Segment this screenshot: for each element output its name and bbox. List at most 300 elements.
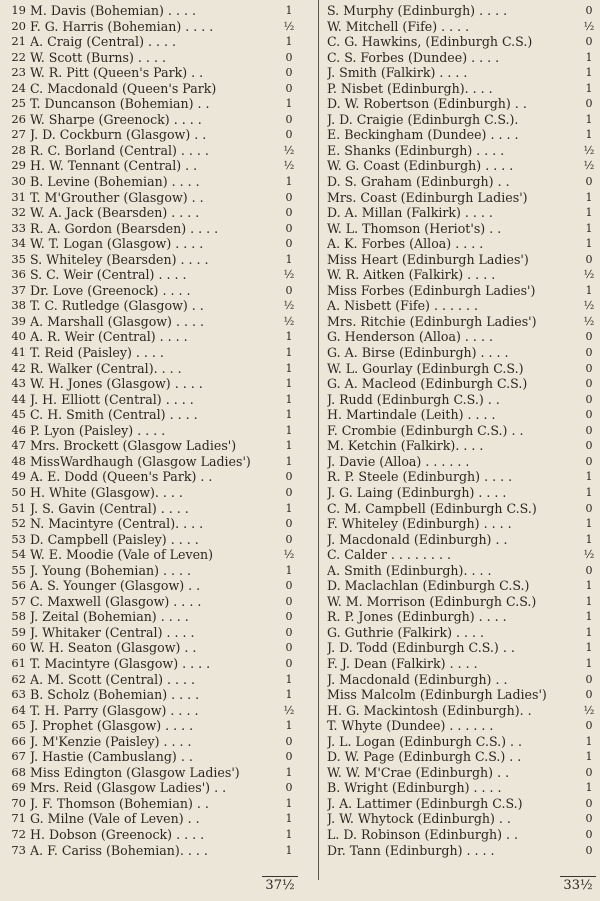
- west-score: ½: [283, 299, 295, 313]
- west-player: F. G. Harris (Bohemian) . . . .: [30, 18, 214, 34]
- east-score: 0: [585, 392, 593, 406]
- west-score: 1: [285, 812, 293, 826]
- west-player: W. E. Moodie (Vale of Leven): [30, 547, 214, 563]
- east-score: 0: [585, 377, 593, 391]
- table-row: [0, 143, 600, 159]
- west-player: J. Young (Bohemian) . . . .: [30, 562, 192, 578]
- east-score: 0: [585, 501, 593, 515]
- west-player: A. E. Dodd (Queen's Park) . .: [30, 469, 213, 485]
- west-player: C. Maxwell (Glasgow) . . . .: [30, 593, 202, 609]
- table-row: [0, 96, 600, 112]
- east-player: H. Martindale (Leith) . . . .: [327, 407, 496, 423]
- west-player: R. C. Borland (Central) . . . .: [30, 142, 209, 158]
- table-row: [0, 469, 600, 485]
- west-player: J. Prophet (Glasgow) . . . .: [30, 718, 194, 734]
- west-score: 1: [285, 563, 293, 577]
- board-number: 36: [11, 267, 26, 282]
- west-score: 1: [285, 843, 293, 857]
- board-number: 42: [11, 360, 26, 375]
- table-row: [0, 438, 600, 454]
- board-number: 54: [11, 547, 26, 562]
- board-number: 21: [11, 34, 26, 49]
- east-player: A. K. Forbes (Alloa) . . . .: [327, 236, 484, 252]
- east-score: 0: [585, 35, 593, 49]
- east-player: M. Ketchin (Falkirk). . . .: [327, 438, 484, 454]
- board-number: 55: [11, 562, 26, 577]
- board-number: 58: [11, 609, 26, 624]
- east-score: 1: [585, 610, 593, 624]
- west-player: G. Milne (Vale of Leven) . .: [30, 811, 200, 827]
- west-score: 0: [285, 485, 293, 499]
- east-player: C. G. Hawkins, (Edinburgh C.S.): [327, 34, 533, 50]
- east-player: G. A. Macleod (Edinburgh C.S.): [327, 376, 528, 392]
- table-row: [0, 329, 600, 345]
- board-number: 51: [11, 500, 26, 515]
- east-score: 1: [585, 734, 593, 748]
- east-score: 1: [585, 112, 593, 126]
- east-player: J. Macdonald (Edinburgh) . .: [327, 671, 508, 687]
- west-score: 1: [285, 408, 293, 422]
- board-number: 70: [11, 795, 26, 810]
- west-player: Dr. Love (Greenock) . . . .: [30, 282, 191, 298]
- east-player: F. Crombie (Edinburgh C.S.) . .: [327, 422, 524, 438]
- board-number: 27: [11, 127, 26, 142]
- east-score: 1: [585, 66, 593, 80]
- east-score: ½: [583, 299, 595, 313]
- east-score: 0: [585, 252, 593, 266]
- west-player: H. Dobson (Greenock) . . . .: [30, 826, 205, 842]
- board-number: 47: [11, 438, 26, 453]
- east-player: Mrs. Ritchie (Edinburgh Ladies'): [327, 313, 537, 329]
- west-player: J. Hastie (Cambuslang) . .: [30, 749, 193, 765]
- table-row: [0, 454, 600, 470]
- west-score: 1: [285, 501, 293, 515]
- west-player: D. Campbell (Paisley) . . . .: [30, 531, 199, 547]
- east-score: ½: [583, 159, 595, 173]
- table-row: [0, 796, 600, 812]
- table-row: [0, 283, 600, 299]
- board-number: 45: [11, 407, 26, 422]
- east-score: 0: [585, 175, 593, 189]
- east-player: J. Davie (Alloa) . . . . . .: [327, 453, 470, 469]
- west-score: 0: [285, 656, 293, 670]
- west-score: 1: [285, 454, 293, 468]
- east-player: W. Mitchell (Fife) . . . .: [327, 18, 470, 34]
- table-row: [0, 423, 600, 439]
- east-player: G. Henderson (Alloa) . . . .: [327, 329, 493, 345]
- west-score: 1: [285, 97, 293, 111]
- west-score: 0: [285, 237, 293, 251]
- totals-row: [0, 872, 600, 898]
- table-row: [0, 501, 600, 517]
- table-row: [0, 267, 600, 283]
- west-score: 1: [285, 392, 293, 406]
- east-score: 1: [585, 221, 593, 235]
- east-score: 0: [585, 563, 593, 577]
- west-player: W. A. Jack (Bearsden) . . . .: [30, 205, 200, 221]
- east-player: J. W. Whytock (Edinburgh) . .: [327, 811, 511, 827]
- table-row: [0, 718, 600, 734]
- west-score: ½: [283, 314, 295, 328]
- table-row: [0, 314, 600, 330]
- east-score: 1: [585, 283, 593, 297]
- board-number: 19: [11, 3, 26, 17]
- east-player: Mrs. Coast (Edinburgh Ladies'): [327, 189, 528, 205]
- west-score: ½: [283, 268, 295, 282]
- board-number: 57: [11, 593, 26, 608]
- west-score: 0: [285, 221, 293, 235]
- west-player: Mrs. Brockett (Glasgow Ladies'): [30, 438, 237, 454]
- east-player: J. D. Todd (Edinburgh C.S.) . .: [327, 640, 515, 656]
- table-row: [0, 376, 600, 392]
- table-row: [0, 625, 600, 641]
- board-number: 37: [11, 282, 26, 297]
- table-row: [0, 609, 600, 625]
- west-player: W. H. Seaton (Glasgow) . .: [30, 640, 197, 656]
- east-player: Miss Heart (Edinburgh Ladies'): [327, 251, 529, 267]
- east-player: C. M. Campbell (Edinburgh C.S.): [327, 500, 537, 516]
- west-score: 1: [285, 377, 293, 391]
- west-score: 1: [285, 719, 293, 733]
- east-player: B. Wright (Edinburgh) . . . .: [327, 780, 502, 796]
- west-score: 1: [285, 672, 293, 686]
- west-player: W. H. Jones (Glasgow) . . . .: [30, 376, 203, 392]
- board-number: 39: [11, 313, 26, 328]
- west-score: 0: [285, 470, 293, 484]
- east-score: 1: [585, 237, 593, 251]
- east-score: 0: [585, 827, 593, 841]
- table-row: [0, 3, 600, 19]
- west-score: ½: [283, 159, 295, 173]
- east-player: F. Whiteley (Edinburgh) . . . .: [327, 516, 512, 532]
- board-number: 73: [11, 842, 26, 857]
- table-row: [0, 765, 600, 781]
- west-player: A. S. Younger (Glasgow) . .: [30, 578, 201, 594]
- table-row: [0, 174, 600, 190]
- table-row: [0, 547, 600, 563]
- east-score: 0: [585, 423, 593, 437]
- west-score: 0: [285, 579, 293, 593]
- west-score: 0: [285, 532, 293, 546]
- table-row: [0, 34, 600, 50]
- table-row: [0, 221, 600, 237]
- table-row: [0, 843, 600, 859]
- east-score: 0: [585, 672, 593, 686]
- board-number: 32: [11, 205, 26, 220]
- board-number: 53: [11, 531, 26, 546]
- table-row: [0, 158, 600, 174]
- west-player: A. Marshall (Glasgow) . . . .: [30, 313, 205, 329]
- table-row: [0, 392, 600, 408]
- east-player: J. G. Laing (Edinburgh) . . . .: [327, 484, 507, 500]
- east-score: 1: [585, 781, 593, 795]
- west-score: 0: [285, 734, 293, 748]
- board-number: 31: [11, 189, 26, 204]
- west-score: 1: [285, 765, 293, 779]
- west-player: H. White (Glasgow). . . .: [30, 484, 183, 500]
- west-score: 1: [285, 688, 293, 702]
- west-player: J. Whitaker (Central) . . . .: [30, 624, 195, 640]
- table-row: [0, 749, 600, 765]
- west-score: 1: [285, 439, 293, 453]
- east-score: 1: [585, 81, 593, 95]
- west-player: B. Levine (Bohemian) . . . .: [30, 174, 200, 190]
- west-player: T. M'Grouther (Glasgow) . .: [30, 189, 204, 205]
- board-number: 41: [11, 345, 26, 360]
- west-player: Mrs. Reid (Glasgow Ladies') . .: [30, 780, 227, 796]
- east-score: ½: [583, 268, 595, 282]
- west-player: Miss Edington (Glasgow Ladies'): [30, 764, 240, 780]
- west-player: S. C. Weir (Central) . . . .: [30, 267, 187, 283]
- board-number: 69: [11, 780, 26, 795]
- board-number: 25: [11, 96, 26, 111]
- east-score: 1: [585, 625, 593, 639]
- west-player: MissWardhaugh (Glasgow Ladies'): [30, 453, 251, 469]
- west-player: T. H. Parry (Glasgow) . . . .: [30, 702, 199, 718]
- east-player: G. Guthrie (Falkirk) . . . .: [327, 624, 485, 640]
- east-player: Miss Malcolm (Edinburgh Ladies'): [327, 687, 547, 703]
- west-score: 1: [285, 423, 293, 437]
- table-row: [0, 594, 600, 610]
- east-score: 0: [585, 719, 593, 733]
- board-number: 60: [11, 640, 26, 655]
- board-number: 63: [11, 687, 26, 702]
- east-player: D. W. Page (Edinburgh C.S.) . .: [327, 749, 522, 765]
- east-player: F. J. Dean (Falkirk) . . . .: [327, 655, 478, 671]
- west-player: W. R. Pitt (Queen's Park) . .: [30, 65, 204, 81]
- board-number: 56: [11, 578, 26, 593]
- east-score: 0: [585, 330, 593, 344]
- west-player: T. Duncanson (Bohemian) . .: [30, 96, 210, 112]
- west-player: B. Scholz (Bohemian) . . . .: [30, 687, 200, 703]
- table-row: [0, 656, 600, 672]
- west-score: 1: [285, 827, 293, 841]
- west-player: C. H. Smith (Central) . . . .: [30, 407, 198, 423]
- board-number: 38: [11, 298, 26, 313]
- west-score: 0: [285, 750, 293, 764]
- table-row: [0, 112, 600, 128]
- west-player: R. Walker (Central). . . .: [30, 360, 182, 376]
- east-score: ½: [583, 143, 595, 157]
- table-row: [0, 81, 600, 97]
- board-number: 50: [11, 484, 26, 499]
- east-score: 0: [585, 765, 593, 779]
- west-score: 1: [285, 252, 293, 266]
- west-score: 1: [285, 35, 293, 49]
- west-player: T. Macintyre (Glasgow) . . . .: [30, 655, 211, 671]
- west-player: A. Craig (Central) . . . .: [30, 34, 177, 50]
- east-score: 1: [585, 485, 593, 499]
- east-player: R. P. Steele (Edinburgh) . . . .: [327, 469, 513, 485]
- west-player: J. S. Gavin (Central) . . . .: [30, 500, 189, 516]
- west-score: 0: [285, 81, 293, 95]
- east-player: G. A. Birse (Edinburgh) . . . .: [327, 345, 509, 361]
- east-player: P. Nisbet (Edinburgh). . . .: [327, 80, 493, 96]
- east-total-rule: [560, 876, 596, 877]
- board-number: 72: [11, 826, 26, 841]
- west-score: ½: [283, 143, 295, 157]
- board-number: 48: [11, 453, 26, 468]
- east-player: J. A. Lattimer (Edinburgh C.S.): [327, 795, 523, 811]
- east-score: 1: [585, 579, 593, 593]
- east-player: Miss Forbes (Edinburgh Ladies'): [327, 282, 536, 298]
- board-number: 30: [11, 174, 26, 189]
- west-score: 0: [285, 625, 293, 639]
- table-row: [0, 190, 600, 206]
- west-score: 0: [285, 128, 293, 142]
- table-row: [0, 236, 600, 252]
- west-player: J. M'Kenzie (Paisley) . . . .: [30, 733, 192, 749]
- west-score: ½: [283, 548, 295, 562]
- west-score: 0: [285, 283, 293, 297]
- west-player: A. F. Cariss (Bohemian). . . .: [30, 842, 208, 858]
- east-player: D. S. Graham (Edinburgh) . .: [327, 174, 510, 190]
- west-score: 0: [285, 594, 293, 608]
- board-number: 34: [11, 236, 26, 251]
- west-player: J. H. Elliott (Central) . . . .: [30, 391, 194, 407]
- west-score: 0: [285, 781, 293, 795]
- west-score: 0: [285, 66, 293, 80]
- east-player: J. D. Craigie (Edinburgh C.S.).: [327, 111, 519, 127]
- east-score: 0: [585, 843, 593, 857]
- east-player: W. G. Coast (Edinburgh) . . . .: [327, 158, 514, 174]
- west-player: A. M. Scott (Central) . . . .: [30, 671, 196, 687]
- west-total: 37½: [265, 878, 295, 893]
- east-total: 33½: [563, 878, 593, 893]
- west-score: 1: [285, 4, 293, 17]
- east-score: 0: [585, 439, 593, 453]
- table-row: [0, 19, 600, 35]
- west-score: 0: [285, 112, 293, 126]
- east-score: 0: [585, 796, 593, 810]
- west-score: 1: [285, 175, 293, 189]
- table-row: [0, 827, 600, 843]
- table-row: [0, 734, 600, 750]
- board-number: 20: [11, 18, 26, 33]
- east-score: 0: [585, 408, 593, 422]
- board-number: 46: [11, 422, 26, 437]
- table-row: [0, 407, 600, 423]
- east-player: J. Rudd (Edinburgh C.S.) . .: [327, 391, 500, 407]
- east-score: 1: [585, 470, 593, 484]
- board-number: 23: [11, 65, 26, 80]
- east-score: ½: [583, 703, 595, 717]
- east-score: 0: [585, 346, 593, 360]
- west-score: 1: [285, 361, 293, 375]
- west-player: P. Lyon (Paisley) . . . .: [30, 422, 166, 438]
- board-number: 68: [11, 764, 26, 779]
- east-player: E. Shanks (Edinburgh) . . . .: [327, 142, 505, 158]
- east-score: 1: [585, 532, 593, 546]
- west-score: 0: [285, 50, 293, 64]
- west-score: 0: [285, 206, 293, 220]
- east-player: E. Beckingham (Dundee) . . . .: [327, 127, 519, 143]
- east-score: 1: [585, 128, 593, 142]
- table-row: [0, 640, 600, 656]
- board-number: 26: [11, 111, 26, 126]
- west-score: ½: [283, 703, 295, 717]
- west-player: J. Zeital (Bohemian) . . . .: [30, 609, 189, 625]
- west-player: A. R. Weir (Central) . . . .: [30, 329, 188, 345]
- board-number: 62: [11, 671, 26, 686]
- west-player: W. T. Logan (Glasgow) . . . .: [30, 236, 204, 252]
- east-player: W. W. M'Crae (Edinburgh) . .: [327, 764, 510, 780]
- east-score: 1: [585, 190, 593, 204]
- east-player: S. Murphy (Edinburgh) . . . .: [327, 3, 508, 18]
- east-score: 1: [585, 517, 593, 531]
- board-number: 52: [11, 516, 26, 531]
- board-number: 61: [11, 655, 26, 670]
- table-row: [0, 780, 600, 796]
- east-player: W. R. Aitken (Falkirk) . . . .: [327, 267, 496, 283]
- table-row: [0, 687, 600, 703]
- east-player: J. L. Logan (Edinburgh C.S.) . .: [327, 733, 523, 749]
- west-score: 1: [285, 346, 293, 360]
- west-player: S. Whiteley (Bearsden) . . . .: [30, 251, 209, 267]
- east-score: ½: [583, 314, 595, 328]
- east-score: 0: [585, 361, 593, 375]
- west-total-rule: [262, 876, 298, 877]
- east-player: J. Macdonald (Edinburgh) . .: [327, 531, 508, 547]
- west-player: T. Reid (Paisley) . . . .: [30, 345, 164, 361]
- table-row: [0, 532, 600, 548]
- west-player: M. Davis (Bohemian) . . . .: [30, 3, 196, 18]
- west-score: 0: [285, 641, 293, 655]
- west-score: 1: [285, 330, 293, 344]
- east-score: 1: [585, 594, 593, 608]
- table-row: [0, 811, 600, 827]
- west-player: H. W. Tennant (Central) . .: [30, 158, 198, 174]
- table-row: [0, 672, 600, 688]
- east-player: T. Whyte (Dundee) . . . . . .: [327, 718, 494, 734]
- east-score: ½: [583, 548, 595, 562]
- west-score: 1: [285, 796, 293, 810]
- east-player: A. Smith (Edinburgh). . . .: [327, 562, 492, 578]
- west-score: 0: [285, 517, 293, 531]
- east-score: 1: [585, 750, 593, 764]
- board-number: 44: [11, 391, 26, 406]
- board-number: 35: [11, 251, 26, 266]
- east-player: D. Maclachlan (Edinburgh C.S.): [327, 578, 530, 594]
- board-number: 28: [11, 142, 26, 157]
- table-row: [0, 485, 600, 501]
- east-score: 0: [585, 4, 593, 17]
- west-player: J. D. Cockburn (Glasgow) . .: [30, 127, 207, 143]
- east-score: 0: [585, 812, 593, 826]
- table-row: [0, 50, 600, 66]
- table-row: [0, 361, 600, 377]
- table-row: [0, 205, 600, 221]
- east-player: D. A. Millan (Falkirk) . . . .: [327, 205, 493, 221]
- east-score: 1: [585, 50, 593, 64]
- table-row: [0, 345, 600, 361]
- west-player: J. F. Thomson (Bohemian) . .: [30, 795, 209, 811]
- west-player: N. Macintyre (Central). . . .: [30, 516, 204, 532]
- east-score: ½: [583, 19, 595, 33]
- east-score: 0: [585, 454, 593, 468]
- east-score: 0: [585, 97, 593, 111]
- east-score: 1: [585, 206, 593, 220]
- result-rows: [0, 3, 600, 858]
- west-player: T. C. Rutledge (Glasgow) . .: [30, 298, 204, 314]
- table-row: [0, 298, 600, 314]
- east-player: W. L. Gourlay (Edinburgh C.S.): [327, 360, 524, 376]
- west-score: 0: [285, 610, 293, 624]
- table-row: [0, 516, 600, 532]
- board-number: 40: [11, 329, 26, 344]
- east-player: W. M. Morrison (Edinburgh C.S.): [327, 593, 537, 609]
- board-number: 66: [11, 733, 26, 748]
